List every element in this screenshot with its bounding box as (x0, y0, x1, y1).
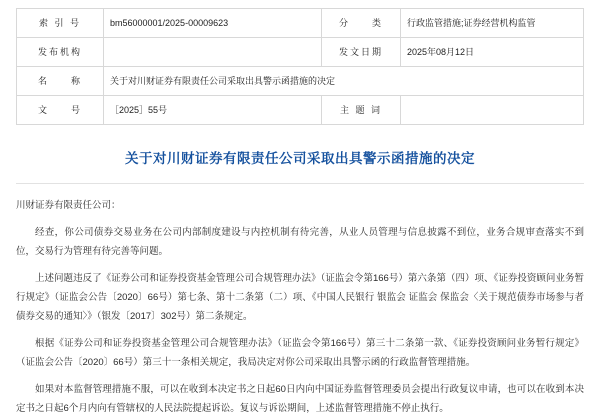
body-salutation: 川财证券有限责任公司： (16, 200, 121, 211)
meta-label-publish-date: 发文日期 (322, 38, 401, 67)
meta-value-category: 行政监管措施;证券经营机构监管 (401, 9, 584, 38)
table-row (17, 67, 584, 96)
table-row (17, 9, 584, 38)
meta-value-index: bm56000001/2025-00009623 (104, 9, 322, 38)
meta-value-document-number: ［2025］55号 (104, 96, 322, 125)
document-body (16, 184, 584, 418)
body-paragraph-4: 如果对本监督管理措施不服，可以在收到本决定书之日起60日内向中国证券监督管理委员会提出行政复议申请，也可以在收到本决定书之日起6个月内向有管辖权的人民法院提起诉讼。复议与诉讼期间，上述监督管理措施不停止执行。 (16, 384, 584, 414)
body-paragraph-2: 上述问题违反了《证券公司和证券投资基金管理公司合规管理办法》（证监会令第166号）第六条第（四）项、《证券投资顾问业务暂行规定》（证监会公告〔2020〕66号）第七条、第十二条第（二）项、《中国人民银行 银监会 证监会 保监会〈关于规范债券市场参与者债券交易的通知〉》（银发〔2017〕302号）第二条规定。 (16, 273, 584, 322)
meta-value-keywords (401, 96, 584, 125)
body-paragraph-1: 经查，你公司债券交易业务在公司内部制度建设与内控机制有待完善，从业人员管理与信息披露不到位，业务合规审查落实不到位，交易行为管理有待完善等问题。 (16, 227, 584, 257)
meta-value-publisher (104, 38, 322, 67)
meta-value-name: 关于对川财证券有限责任公司采取出具警示函措施的决定 (104, 67, 584, 96)
body-paragraph-3: 根据《证券公司和证券投资基金管理公司合规管理办法》（证监会令第166号）第三十二条第一款、《证券投资顾问业务暂行规定》（证监会公告〔2020〕66号）第三十一条相关规定，我局决定对你公司采取出具警示函的行政监督管理措施。 (16, 338, 584, 368)
table-row (17, 96, 584, 125)
document-metadata-table (16, 8, 584, 125)
page-title: 关于对川财证券有限责任公司采取出具警示函措施的决定 (125, 151, 475, 166)
meta-label-document-number: 文 号 (17, 96, 104, 125)
meta-label-index: 索 引 号 (17, 9, 104, 38)
meta-label-category: 分 类 (322, 9, 401, 38)
meta-value-publish-date: 2025年08月12日 (401, 38, 584, 67)
meta-label-publisher: 发布机构 (17, 38, 104, 67)
table-row (17, 38, 584, 67)
meta-label-name: 名 称 (17, 67, 104, 96)
document-page (0, 8, 600, 414)
meta-label-keywords: 主 题 词 (322, 96, 401, 125)
